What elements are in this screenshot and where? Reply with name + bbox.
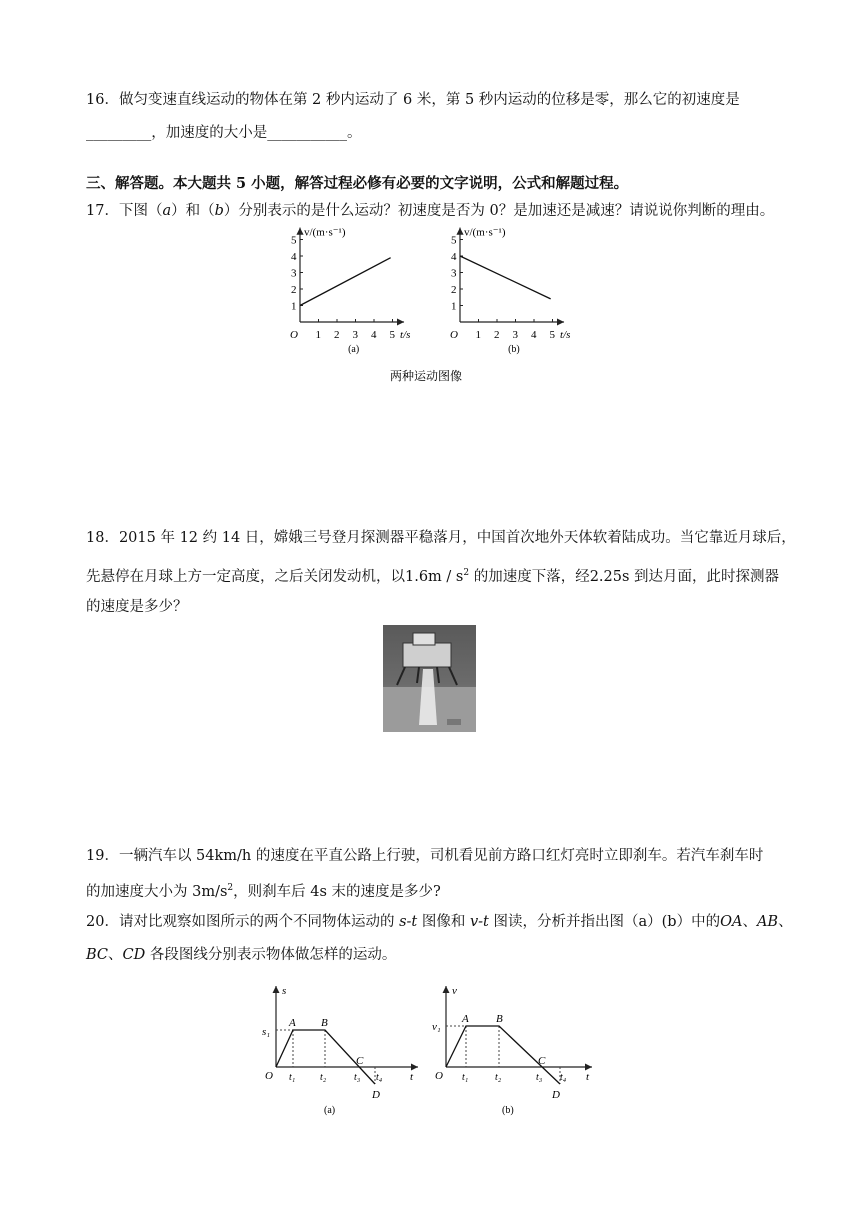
q20-l1-suffix: 图读，分析并指出图（a）(b）中的 — [488, 914, 721, 930]
x-tick-label: 1 — [475, 329, 481, 341]
x-tick-label: 4 — [371, 329, 377, 341]
q20-sep2: 、 — [778, 914, 793, 930]
st-point-a: A — [289, 1017, 296, 1029]
chart-sublabel: (b) — [508, 344, 520, 355]
vt-point-d: D — [552, 1089, 560, 1101]
x-tick-label: 2 — [494, 329, 500, 341]
q20-sep3: 、 — [108, 947, 123, 963]
vt-tick-t4: t₄ — [560, 1072, 567, 1083]
st-point-b: B — [321, 1017, 328, 1029]
vt-x-label: t — [586, 1071, 590, 1083]
st-tick-t3: t₃ — [354, 1072, 361, 1083]
q17-text — [86, 201, 774, 221]
q18-l2-prefix: 先悬停在月球上方一定高度，之后关闭发动机，以 — [86, 568, 405, 585]
x-tick-label: 4 — [531, 329, 537, 341]
q17-prefix: 17．下图（ — [86, 203, 163, 219]
x-axis-label: t/s — [400, 329, 411, 341]
q18-line3: 的速度是多少？ — [86, 599, 188, 615]
velocity-line — [460, 256, 551, 299]
q20-line1 — [86, 912, 793, 932]
q20-vt: v-t — [469, 914, 489, 930]
vt-origin: O — [435, 1070, 443, 1082]
st-y-label: s — [282, 985, 287, 997]
st-origin: O — [265, 1070, 273, 1082]
x-tick-label: 2 — [334, 329, 340, 341]
y-tick-label: 1 — [451, 300, 457, 313]
q17-a: a — [162, 203, 172, 219]
q20-bc: BC — [86, 947, 109, 963]
q19-sup: 2 — [227, 883, 234, 893]
vt-tick-t2: t₂ — [495, 1072, 502, 1083]
x-tick-label: 3 — [512, 329, 518, 341]
y-tick-label: 4 — [291, 251, 297, 263]
y-tick-label: 3 — [291, 267, 297, 280]
velocity-line — [300, 258, 391, 306]
y-tick-label: 1 — [291, 300, 297, 313]
x-tick-label: 1 — [315, 329, 321, 341]
y-tick-label: 5 — [451, 234, 457, 247]
vt-point-a: A — [462, 1013, 469, 1025]
y-tick-label: 3 — [451, 267, 457, 280]
y-tick-label: 5 — [291, 234, 297, 247]
q20-l2-suffix: 各段图线分别表示物体做怎样的运动。 — [145, 947, 397, 963]
y-tick-label: 4 — [451, 251, 457, 263]
q19-l2-suffix: ，则刹车后 4s 末的速度是多少? — [233, 883, 441, 900]
q18-l2-mid: 的加速度下落，经 — [469, 568, 590, 585]
x-axis-label: t/s — [560, 329, 571, 341]
st-sublabel: (a) — [324, 1105, 336, 1116]
q18-accel-sup: 2 — [463, 568, 470, 578]
q19-l2-prefix: 的加速度大小为 3m/s — [86, 883, 228, 900]
q17-b: b — [214, 203, 224, 219]
st-graph-a — [262, 982, 427, 1117]
q16-line1: 16．做匀变速直线运动的物体在第 2 秒内运动了 6 米，第 5 秒内运动的位移是零，那么它的初速度是 — [86, 92, 740, 108]
q20-oa: OA — [720, 914, 743, 930]
q17-figure — [280, 226, 580, 388]
x-tick-label: 5 — [389, 329, 395, 341]
y-tick-label: 2 — [451, 284, 457, 296]
vt-sublabel: (b) — [502, 1105, 514, 1116]
st-tick-t4: t₄ — [376, 1072, 383, 1083]
q16-line2: _________，加速度的大小是___________。 — [86, 125, 362, 141]
section-heading: 三、解答题。本大题共 5 小题，解答过程必修有必要的文字说明，公式和解题过程。 — [86, 175, 629, 192]
vt-y-label: v — [452, 985, 457, 997]
vt-v1: v₁ — [432, 1021, 441, 1033]
vt-point-c: C — [538, 1055, 546, 1067]
x-tick-label: 5 — [549, 329, 555, 341]
q20-sep1: 、 — [742, 914, 757, 930]
y-tick-label: 2 — [291, 284, 297, 296]
lunar-lander-photo — [383, 625, 476, 732]
y-axis-label: v/(m·s⁻¹) — [464, 226, 506, 239]
q18-time: 2.25s — [589, 568, 630, 585]
q20-cd: CD — [122, 947, 146, 963]
st-point-c: C — [356, 1055, 364, 1067]
vt-graph-b — [432, 982, 602, 1117]
q18-l2-suffix: 到达月面，此时探测器 — [629, 568, 780, 585]
lander-graphic — [383, 625, 476, 732]
q17-suffix: ）分别表示的是什么运动？初速度是否为 0？是加速还是减速？请说说你判断的理由。 — [223, 203, 775, 219]
q18-accel: 1.6m / s — [405, 568, 464, 585]
q17-mid: ）和（ — [171, 203, 215, 219]
vt-tick-t1: t₁ — [462, 1072, 469, 1083]
st-tick-t2: t₂ — [320, 1072, 327, 1083]
x-tick-label: 3 — [352, 329, 358, 341]
q20-l1-prefix: 20．请对比观察如图所示的两个不同物体运动的 — [86, 914, 400, 930]
velocity-chart-b — [450, 227, 570, 355]
q19-line1: 19．一辆汽车以 54km/h 的速度在平直公路上行驶，司机看见前方路口红灯亮时立即刹车。若汽车刹车时 — [86, 848, 764, 864]
st-x-label: t — [410, 1071, 414, 1083]
st-point-d: D — [372, 1089, 380, 1101]
vt-point-b: B — [496, 1013, 503, 1025]
q20-l1-mid: 图像和 — [417, 914, 470, 930]
q18-line2 — [86, 563, 779, 587]
q17-fig-caption: 两种运动图像 — [389, 369, 463, 383]
velocity-chart-a — [290, 227, 410, 355]
q18-line1: 18．2015 年 12 约 14 日，嫦娥三号登月探测器平稳落月，中国首次地外天体软着陆成功。当它靠近月球后， — [86, 530, 796, 546]
st-s1: s₁ — [262, 1026, 271, 1038]
vt-tick-t3: t₃ — [536, 1072, 543, 1083]
st-tick-t1: t₁ — [289, 1072, 296, 1083]
q19-line2 — [86, 878, 441, 902]
origin-label: O — [290, 329, 298, 341]
origin-label: O — [450, 329, 458, 341]
chart-sublabel: (a) — [348, 344, 360, 355]
q20-st: s-t — [399, 914, 418, 930]
q20-ab: AB — [756, 914, 779, 930]
q20-line2 — [86, 945, 396, 965]
y-axis-label: v/(m·s⁻¹) — [304, 226, 346, 239]
